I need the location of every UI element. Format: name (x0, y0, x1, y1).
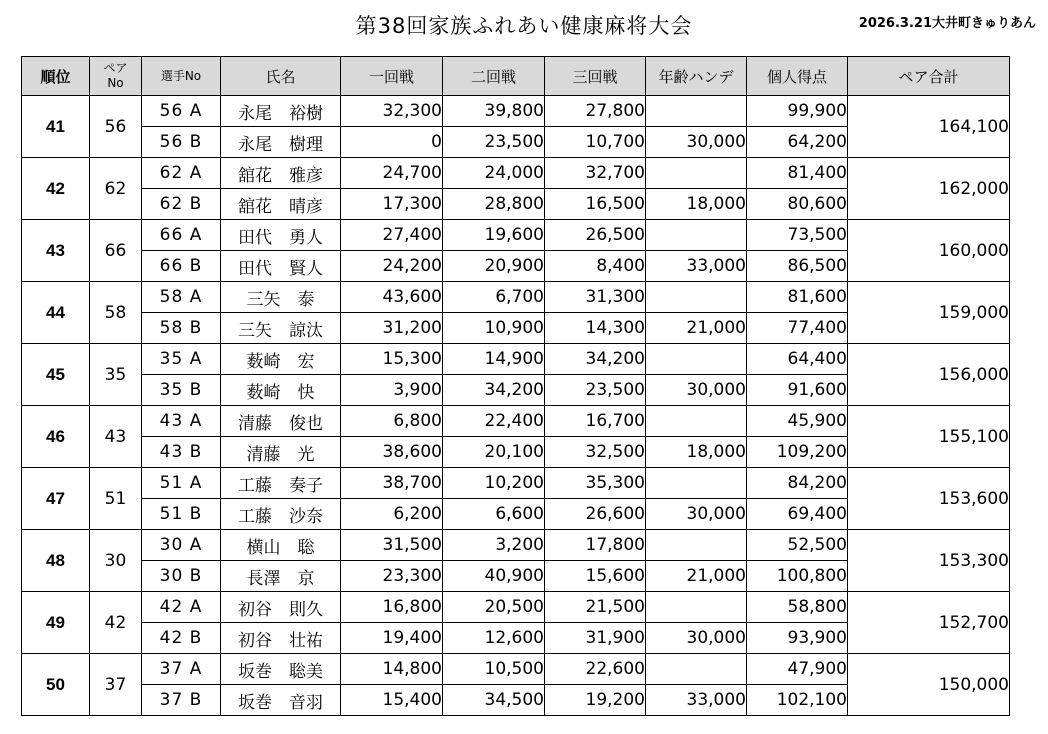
player-no-cell: 62 B (142, 189, 221, 220)
player-name-cell: 薮崎 快 (221, 375, 341, 406)
round1-cell: 43,600 (341, 282, 443, 313)
table-row (22, 592, 1010, 623)
event-date-venue: 2026.3.21大井町きゅりあん (858, 16, 1036, 31)
round1-cell: 3,900 (341, 375, 443, 406)
pair-no-cell: 43 (90, 406, 142, 468)
round1-cell: 6,800 (341, 406, 443, 437)
individual-cell: 93,900 (747, 623, 848, 654)
round2-cell: 12,600 (443, 623, 545, 654)
round3-cell: 31,300 (545, 282, 646, 313)
player-no-cell: 42 B (142, 623, 221, 654)
player-name-cell: 初谷 則久 (221, 592, 341, 623)
handicap-cell (646, 158, 747, 189)
table-row (22, 282, 1010, 313)
individual-cell: 84,200 (747, 468, 848, 499)
player-name-cell: 永尾 樹理 (221, 127, 341, 158)
player-no-cell: 58 B (142, 313, 221, 344)
round1-cell: 31,200 (341, 313, 443, 344)
round2-cell: 20,900 (443, 251, 545, 282)
rank-cell: 46 (22, 406, 90, 468)
header-pair-no (90, 57, 142, 96)
handicap-cell: 21,000 (646, 313, 747, 344)
pair-no-cell: 56 (90, 96, 142, 158)
rank-cell: 48 (22, 530, 90, 592)
player-name-cell: 舘花 晴彦 (221, 189, 341, 220)
round3-cell: 8,400 (545, 251, 646, 282)
handicap-cell (646, 592, 747, 623)
pair-no-cell: 30 (90, 530, 142, 592)
round2-cell: 34,200 (443, 375, 545, 406)
player-no-cell: 30 A (142, 530, 221, 561)
pair-total-cell: 150,000 (848, 654, 1010, 716)
rank-cell: 44 (22, 282, 90, 344)
round3-cell: 19,200 (545, 685, 646, 716)
handicap-cell (646, 96, 747, 127)
round3-cell: 10,700 (545, 127, 646, 158)
round2-cell: 20,500 (443, 592, 545, 623)
round1-cell: 0 (341, 127, 443, 158)
round2-cell: 28,800 (443, 189, 545, 220)
handicap-cell (646, 406, 747, 437)
pair-total-cell: 153,600 (848, 468, 1010, 530)
individual-cell: 58,800 (747, 592, 848, 623)
table-row (22, 468, 1010, 499)
pair-total-cell: 155,100 (848, 406, 1010, 468)
round1-cell: 6,200 (341, 499, 443, 530)
table-row (22, 654, 1010, 685)
player-no-cell: 43 B (142, 437, 221, 468)
round1-cell: 24,200 (341, 251, 443, 282)
player-name-cell: 田代 勇人 (221, 220, 341, 251)
pair-no-cell: 35 (90, 344, 142, 406)
player-name-cell: 清藤 光 (221, 437, 341, 468)
individual-cell: 64,200 (747, 127, 848, 158)
player-no-cell: 35 B (142, 375, 221, 406)
pair-total-cell: 164,100 (848, 96, 1010, 158)
handicap-cell: 21,000 (646, 561, 747, 592)
handicap-cell: 30,000 (646, 127, 747, 158)
player-no-cell: 62 A (142, 158, 221, 189)
player-name-cell: 三矢 泰 (221, 282, 341, 313)
pair-total-cell: 156,000 (848, 344, 1010, 406)
player-name-cell: 坂巻 聡美 (221, 654, 341, 685)
round3-cell: 32,500 (545, 437, 646, 468)
pair-no-cell: 42 (90, 592, 142, 654)
handicap-cell: 18,000 (646, 437, 747, 468)
round2-cell: 19,600 (443, 220, 545, 251)
individual-cell: 81,400 (747, 158, 848, 189)
player-no-cell: 30 B (142, 561, 221, 592)
rank-cell: 41 (22, 96, 90, 158)
player-name-cell: 初谷 壮祐 (221, 623, 341, 654)
player-name-cell: 三矢 諒汰 (221, 313, 341, 344)
round2-cell: 40,900 (443, 561, 545, 592)
header-player-no: 選手No (142, 57, 221, 96)
individual-cell: 52,500 (747, 530, 848, 561)
table-row (22, 220, 1010, 251)
player-name-cell: 横山 聡 (221, 530, 341, 561)
round3-cell: 35,300 (545, 468, 646, 499)
individual-cell: 100,800 (747, 561, 848, 592)
handicap-cell: 30,000 (646, 375, 747, 406)
rank-cell: 42 (22, 158, 90, 220)
player-no-cell: 43 A (142, 406, 221, 437)
player-name-cell: 清藤 俊也 (221, 406, 341, 437)
round2-cell: 14,900 (443, 344, 545, 375)
round2-cell: 6,700 (443, 282, 545, 313)
individual-cell: 99,900 (747, 96, 848, 127)
handicap-cell (646, 654, 747, 685)
round1-cell: 17,300 (341, 189, 443, 220)
individual-cell: 64,400 (747, 344, 848, 375)
rank-cell: 45 (22, 344, 90, 406)
round3-cell: 22,600 (545, 654, 646, 685)
player-no-cell: 42 A (142, 592, 221, 623)
round1-cell: 15,300 (341, 344, 443, 375)
pair-total-cell: 153,300 (848, 530, 1010, 592)
header-pair-no-line2: No (107, 76, 124, 90)
header-pair-total: ペア合計 (848, 57, 1010, 96)
individual-cell: 69,400 (747, 499, 848, 530)
round1-cell: 38,700 (341, 468, 443, 499)
player-name-cell: 工藤 奏子 (221, 468, 341, 499)
round3-cell: 34,200 (545, 344, 646, 375)
round1-cell: 16,800 (341, 592, 443, 623)
rank-cell: 43 (22, 220, 90, 282)
player-name-cell: 永尾 裕樹 (221, 96, 341, 127)
round3-cell: 23,500 (545, 375, 646, 406)
round2-cell: 10,200 (443, 468, 545, 499)
player-name-cell: 舘花 雅彦 (221, 158, 341, 189)
pair-no-cell: 51 (90, 468, 142, 530)
individual-cell: 80,600 (747, 189, 848, 220)
round3-cell: 15,600 (545, 561, 646, 592)
round3-cell: 21,500 (545, 592, 646, 623)
pair-total-cell: 160,000 (848, 220, 1010, 282)
round1-cell: 19,400 (341, 623, 443, 654)
player-no-cell: 51 A (142, 468, 221, 499)
round3-cell: 17,800 (545, 530, 646, 561)
table-row (22, 158, 1010, 189)
page-title: 第38回家族ふれあい健康麻将大会 (355, 14, 693, 38)
pair-no-cell: 62 (90, 158, 142, 220)
handicap-cell: 33,000 (646, 685, 747, 716)
round2-cell: 20,100 (443, 437, 545, 468)
round3-cell: 32,700 (545, 158, 646, 189)
rank-cell: 50 (22, 654, 90, 716)
header-round1: 一回戦 (341, 57, 443, 96)
round3-cell: 27,800 (545, 96, 646, 127)
round2-cell: 34,500 (443, 685, 545, 716)
round1-cell: 31,500 (341, 530, 443, 561)
pair-total-cell: 159,000 (848, 282, 1010, 344)
round1-cell: 23,300 (341, 561, 443, 592)
header-name: 氏名 (221, 57, 341, 96)
handicap-cell (646, 220, 747, 251)
player-no-cell: 51 B (142, 499, 221, 530)
player-no-cell: 35 A (142, 344, 221, 375)
header-handicap: 年齢ハンデ (646, 57, 747, 96)
player-no-cell: 37 B (142, 685, 221, 716)
handicap-cell: 18,000 (646, 189, 747, 220)
handicap-cell: 30,000 (646, 623, 747, 654)
player-name-cell: 田代 賢人 (221, 251, 341, 282)
individual-cell: 109,200 (747, 437, 848, 468)
individual-cell: 91,600 (747, 375, 848, 406)
handicap-cell: 30,000 (646, 499, 747, 530)
header-row (22, 57, 1010, 96)
header-round2: 二回戦 (443, 57, 545, 96)
round2-cell: 10,900 (443, 313, 545, 344)
header-rank: 順位 (22, 57, 90, 96)
header-individual: 個人得点 (747, 57, 848, 96)
player-no-cell: 37 A (142, 654, 221, 685)
individual-cell: 86,500 (747, 251, 848, 282)
round1-cell: 32,300 (341, 96, 443, 127)
pair-no-cell: 37 (90, 654, 142, 716)
handicap-cell (646, 282, 747, 313)
player-no-cell: 66 A (142, 220, 221, 251)
rank-cell: 47 (22, 468, 90, 530)
round1-cell: 24,700 (341, 158, 443, 189)
round1-cell: 15,400 (341, 685, 443, 716)
handicap-cell (646, 468, 747, 499)
individual-cell: 73,500 (747, 220, 848, 251)
player-no-cell: 66 B (142, 251, 221, 282)
player-no-cell: 56 A (142, 96, 221, 127)
rank-cell: 49 (22, 592, 90, 654)
pair-no-cell: 66 (90, 220, 142, 282)
round2-cell: 10,500 (443, 654, 545, 685)
table-row (22, 530, 1010, 561)
individual-cell: 47,900 (747, 654, 848, 685)
round3-cell: 26,500 (545, 220, 646, 251)
player-name-cell: 薮崎 宏 (221, 344, 341, 375)
player-no-cell: 58 A (142, 282, 221, 313)
round2-cell: 23,500 (443, 127, 545, 158)
handicap-cell (646, 344, 747, 375)
handicap-cell (646, 530, 747, 561)
round3-cell: 16,700 (545, 406, 646, 437)
player-no-cell: 56 B (142, 127, 221, 158)
round2-cell: 6,600 (443, 499, 545, 530)
table-row (22, 406, 1010, 437)
individual-cell: 77,400 (747, 313, 848, 344)
header-round3: 三回戦 (545, 57, 646, 96)
round1-cell: 27,400 (341, 220, 443, 251)
round1-cell: 38,600 (341, 437, 443, 468)
individual-cell: 102,100 (747, 685, 848, 716)
individual-cell: 81,600 (747, 282, 848, 313)
table-row (22, 96, 1010, 127)
round1-cell: 14,800 (341, 654, 443, 685)
round2-cell: 3,200 (443, 530, 545, 561)
pair-total-cell: 152,700 (848, 592, 1010, 654)
header-pair-no-line1: ペア (103, 61, 128, 75)
pair-total-cell: 162,000 (848, 158, 1010, 220)
round3-cell: 26,600 (545, 499, 646, 530)
player-name-cell: 坂巻 音羽 (221, 685, 341, 716)
player-name-cell: 長澤 京 (221, 561, 341, 592)
round3-cell: 31,900 (545, 623, 646, 654)
pair-no-cell: 58 (90, 282, 142, 344)
table-row (22, 344, 1010, 375)
round3-cell: 16,500 (545, 189, 646, 220)
results-table (21, 56, 1010, 716)
round2-cell: 39,800 (443, 96, 545, 127)
individual-cell: 45,900 (747, 406, 848, 437)
round2-cell: 24,000 (443, 158, 545, 189)
round3-cell: 14,300 (545, 313, 646, 344)
player-name-cell: 工藤 沙奈 (221, 499, 341, 530)
handicap-cell: 33,000 (646, 251, 747, 282)
round2-cell: 22,400 (443, 406, 545, 437)
